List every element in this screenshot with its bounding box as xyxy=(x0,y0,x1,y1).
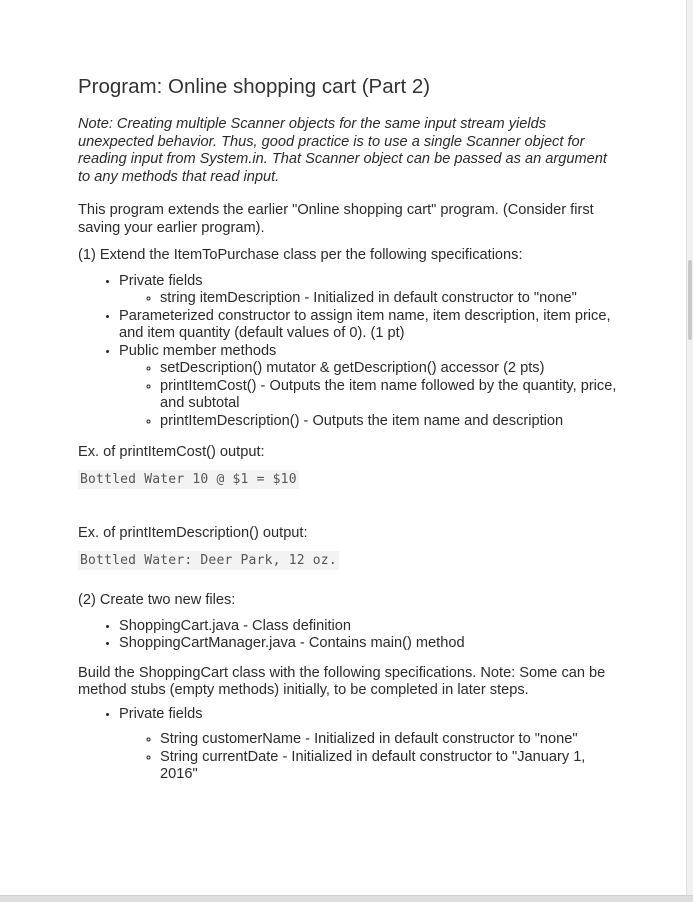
scrollbar-thumb[interactable] xyxy=(688,260,692,340)
list-item: ◦ string itemDescription - Initialized in default constructor to "none" xyxy=(160,290,618,308)
example1-code: Bottled Water 10 @ $1 = $10 xyxy=(78,470,299,490)
list-item: ◦ String customerName - Initialized in default constructor to "none" xyxy=(160,731,618,749)
list-item: ◦ printItemDescription() - Outputs the item name and description xyxy=(160,413,618,431)
step2-heading: (2) Create two new files: xyxy=(78,592,236,608)
list-item: • ShoppingCart.java - Class definition xyxy=(119,618,618,636)
cart-private-fields-list xyxy=(119,731,618,784)
page-title: Program: Online shopping cart (Part 2) xyxy=(78,75,431,98)
scanner-note: Note: Creating multiple Scanner objects for the same input stream yields unexpected behavior. Thus, good practice is to use a single Scanner object for reading input from System.in. That Scanner object can be passed as an argument to any methods that read input. xyxy=(78,116,607,185)
private-fields-label: Private fields xyxy=(119,272,203,289)
private-fields-list xyxy=(119,290,618,308)
bottom-edge-bar xyxy=(0,895,693,902)
list-item: ◦ printItemCost() - Outputs the item name followed by the quantity, price, and subtotal xyxy=(160,378,618,413)
vertical-scrollbar[interactable] xyxy=(686,0,693,902)
step1-spec-list xyxy=(78,273,618,431)
example1-label: Ex. of printItemCost() output: xyxy=(78,444,265,460)
list-item xyxy=(119,343,618,431)
intro-paragraph: This program extends the earlier "Online shopping cart" program. (Consider first saving your earlier program). xyxy=(78,202,594,236)
public-methods-label: Public member methods xyxy=(119,342,277,359)
new-files-list xyxy=(78,618,618,653)
list-item xyxy=(119,273,618,308)
example2-label: Ex. of printItemDescription() output: xyxy=(78,525,308,541)
document-content xyxy=(78,74,618,784)
step1-heading: (1) Extend the ItemToPurchase class per the following specifications: xyxy=(78,247,523,263)
list-item: ◦ setDescription() mutator & getDescription() accessor (2 pts) xyxy=(160,360,618,378)
list-item: ◦ String currentDate - Initialized in default constructor to "January 1, 2016" xyxy=(160,749,618,784)
list-item: • ShoppingCartManager.java - Contains main() method xyxy=(119,635,618,653)
build-paragraph: Build the ShoppingCart class with the following specifications. Note: Some can be method stubs (empty methods) initially, to be completed in later steps. xyxy=(78,664,606,698)
public-methods-list xyxy=(119,360,618,430)
cart-private-fields-label: Private fields xyxy=(119,705,203,722)
cart-spec-list xyxy=(78,706,618,784)
list-item xyxy=(119,706,618,784)
list-item: • Parameterized constructor to assign item name, item description, item price, and item quantity (default values of 0). (1 pt) xyxy=(119,308,618,343)
example2-code: Bottled Water: Deer Park, 12 oz. xyxy=(78,551,339,571)
